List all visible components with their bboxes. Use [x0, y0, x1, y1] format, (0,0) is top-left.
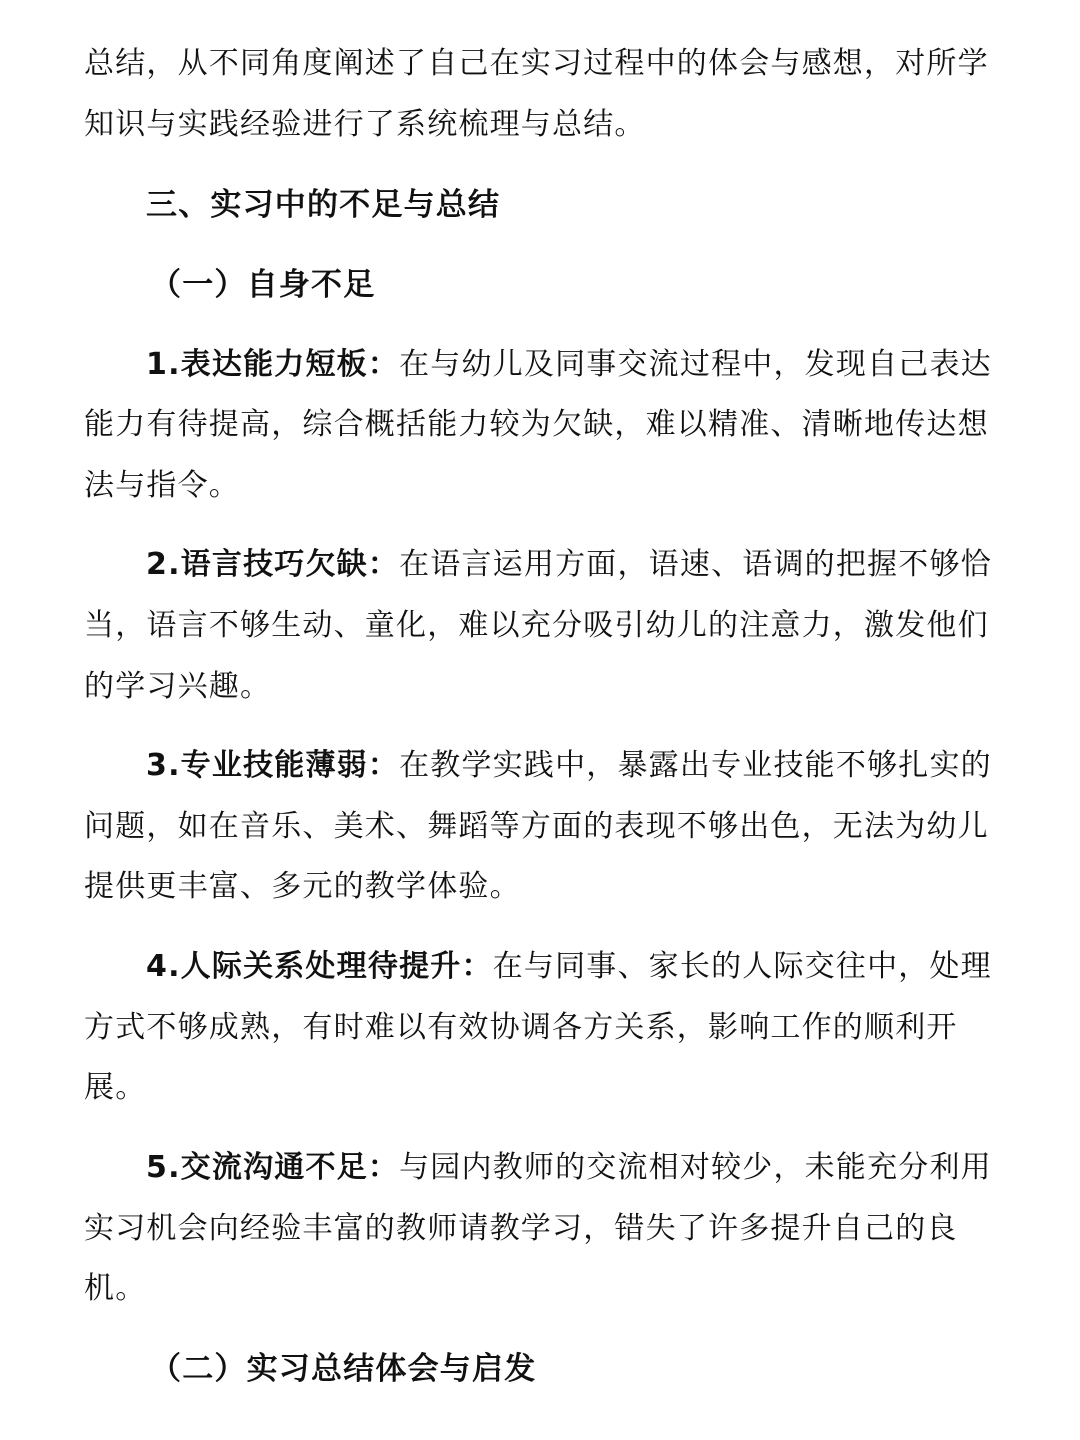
intro-line-2: 知识与实践经验进行了系统梳理与总结。: [84, 107, 646, 142]
section-heading: 三、实习中的不足与总结: [146, 187, 501, 223]
list-item-2-label: 2.语言技巧欠缺：: [146, 547, 400, 582]
list-item-5-line-3: 机。: [84, 1271, 147, 1306]
list-item-4-label: 4.人际关系处理待提升：: [146, 949, 493, 984]
list-item-2-text: 在语言运用方面，语速、语调的把握不够恰: [399, 547, 992, 582]
list-item-4-line-1: [146, 947, 992, 987]
list-item-3-line-1: [146, 746, 992, 786]
list-item-4-line-3: 展。: [84, 1070, 147, 1105]
list-item-1-line-3: 法与指令。: [84, 468, 240, 503]
subsection-heading-1: （一）自身不足: [150, 267, 376, 303]
list-item-3-text: 在教学实践中，暴露出专业技能不够扎实的: [399, 748, 992, 783]
list-item-4-line-2: 方式不够成熟，有时难以有效协调各方关系，影响工作的顺利开: [84, 1010, 958, 1045]
list-item-1-line-2: 能力有待提高，综合概括能力较为欠缺，难以精准、清晰地传达想: [84, 407, 989, 442]
list-item-5-label: 5.交流沟通不足：: [146, 1150, 400, 1185]
intro-line-1: 总结，从不同角度阐述了自己在实习过程中的体会与感想，对所学: [84, 46, 989, 81]
list-item-3-label: 3.专业技能薄弱：: [146, 748, 400, 783]
list-item-1-text: 在与幼儿及同事交流过程中，发现自己表达: [399, 347, 992, 382]
subsection-heading-2: （二）实习总结体会与启发: [150, 1351, 537, 1387]
list-item-2-line-3: 的学习兴趣。: [84, 669, 272, 704]
list-item-3-line-2: 问题，如在音乐、美术、舞蹈等方面的表现不够出色，无法为幼儿: [84, 809, 989, 844]
list-item-4-text: 在与同事、家长的人际交往中，处理: [492, 949, 992, 984]
list-item-1-line-1: [146, 345, 992, 385]
list-item-2-line-2: 当，语言不够生动、童化，难以充分吸引幼儿的注意力，激发他们: [84, 608, 989, 643]
list-item-2-line-1: [146, 545, 992, 585]
list-item-5-line-1: [146, 1148, 992, 1188]
list-item-3-line-3: 提供更丰富、多元的教学体验。: [84, 869, 521, 904]
list-item-1-label: 1.表达能力短板：: [146, 347, 400, 382]
list-item-5-line-2: 实习机会向经验丰富的教师请教学习，错失了许多提升自己的良: [84, 1211, 958, 1246]
list-item-5-text: 与园内教师的交流相对较少，未能充分利用: [399, 1150, 992, 1185]
